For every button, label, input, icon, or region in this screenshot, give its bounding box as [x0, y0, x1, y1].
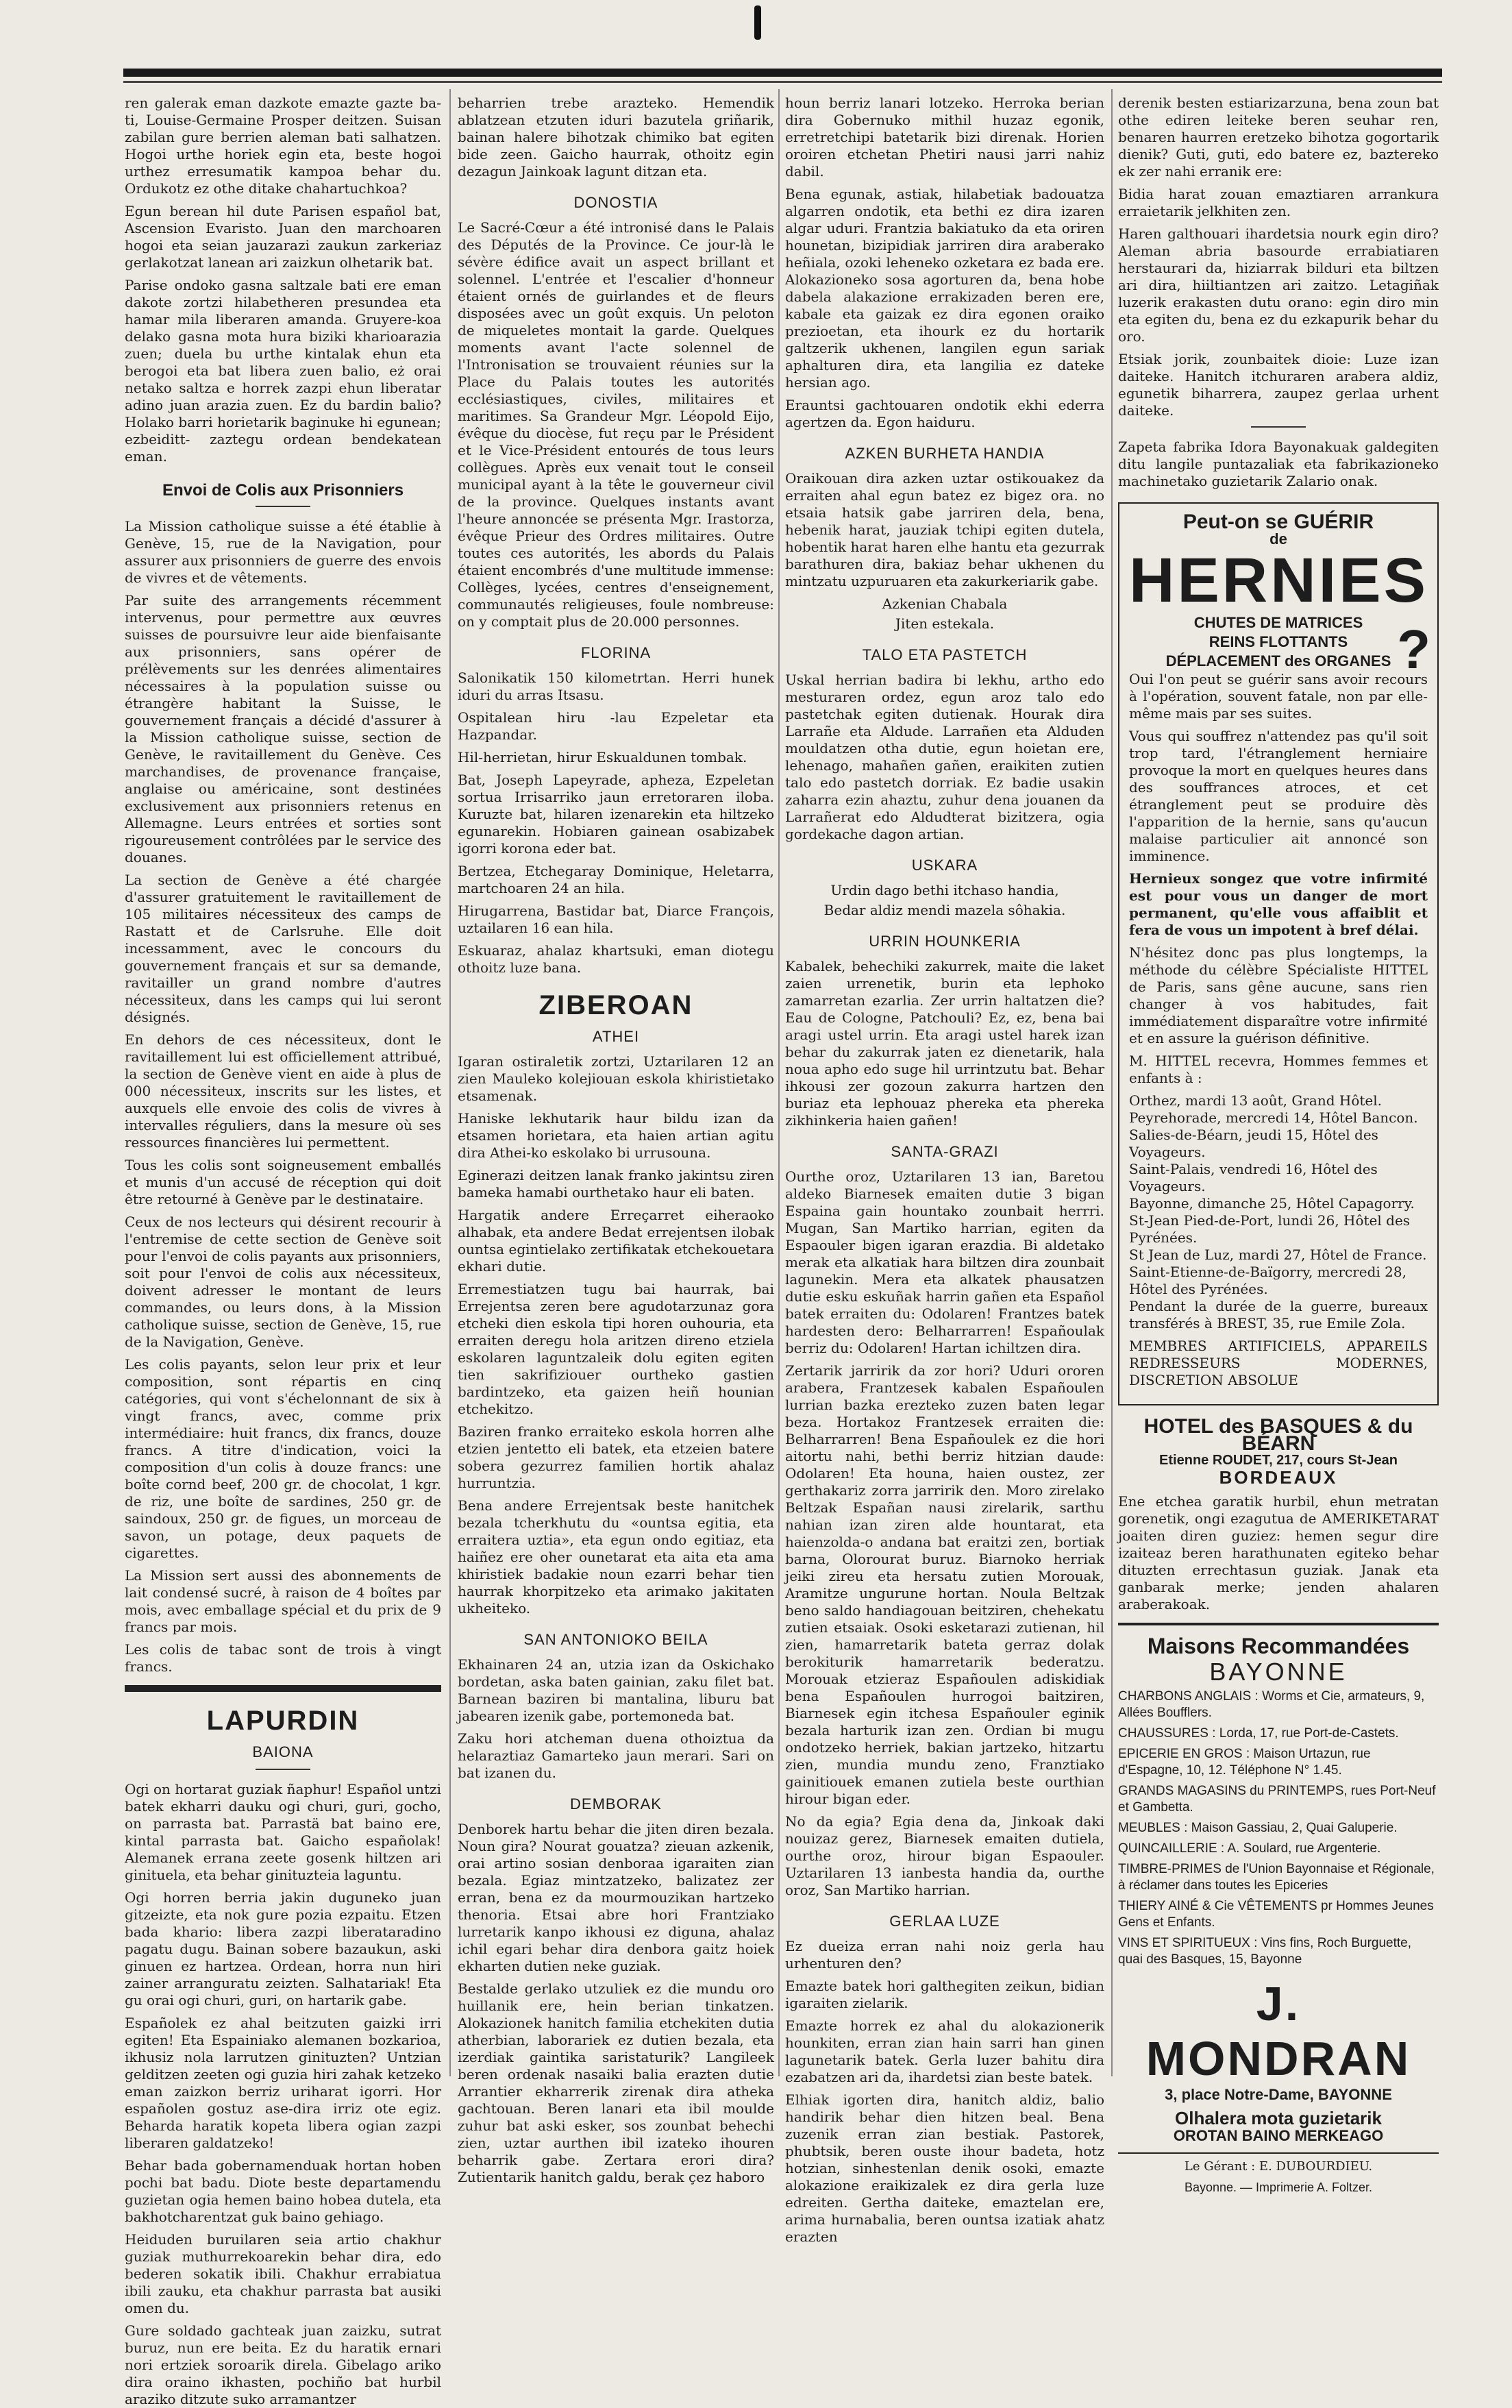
- paragraph: Les colis payants, selon leur prix et leur composition, sont répartis en cinq catégories, qui vont s'échelonnant de six à vingt francs, avec, comme prix intermédiaire: huit francs, dix francs, douze francs. A titre d'indication, voici la composition d'un colis à douze francs: une boîte cornd beef, 200 gr. de chocolat, 1 kgr. de riz, une boîte de sardines, 250 gr. de saindoux, 250 gr. de figues, un morceau de savon, un potage, deux paquets de cigarettes.: [125, 1356, 441, 1561]
- column-separator: [449, 89, 451, 2076]
- ad-subtitle: DÉPLACEMENT des ORGANES: [1165, 652, 1391, 669]
- paragraph: Españolek ez ahal beitzuten gaizki irri egiten! Eta Espainiako alemanen bozkarioa, ikhusiz nola larrutzen ginituzten? Untzian gelditzen zeeten ogi guzia hiri zahak ketzeko eman zaizkon berriz uriharat igorri. Hor españolen gostuz ase-dira irriz ote egiz. Beharda haratik kopeta libera ogian zazpi liberaren galdatzeko!: [125, 2015, 441, 2151]
- paragraph: Bena andere Errejentsak beste hanitchek bezala tcherkhutu du «ountsa egitia, eta erraitera uztia», eta egun ondo egitiaz, eta haiñez ere oher ounetarat eta aita eta ama khiristiek badakie noun ezarri behar tien haurrak khorpitzeko eta arimako jakitaten ukheiteko.: [458, 1497, 774, 1617]
- shop-listing: CHARBONS ANGLAIS : Worms et Cie, armateurs, 9, Allées Boufflers.: [1118, 1689, 1425, 1720]
- hotel-owner: Etienne ROUDET, 217, cours St-Jean: [1159, 1453, 1398, 1468]
- shop-listing: TIMBRE-PRIMES de l'Union Bayonnaise et Régionale, à réclamer dans toutes les Epiceries: [1118, 1862, 1435, 1893]
- paragraph: Ogi on hortarat guziak ñaphur! Español untzi batek ekharri dauku ogi churi, guri, gocho, on parrasta bat. Parrastä bat baino ere, kintal parrasta bat. Gaicho españolak! Alemanek errana zeete gosenk hiltzen ari ginituela, eta behar ginituzteia laguntu.: [125, 1781, 441, 1883]
- paragraph: Bena egunak, astiak, hilabetiak badouatza algarren ondotik, eta bethi ez dira izaren algar uduri. Frantzia bakiatuko da eta oriren hounetan, bizipidiak jarriren dira araberako heñiala, ozoki leheneko ozketara ez bada ere. Alokazioneko sosa agorturen da, bena hobe dabela alakazione errakizaden beren ere, kabale eta gaizak ez dira egonen oraiko prezioetan, eta ihourk ez du hortarik galtzerik ukhenen, langilen egun sariak aphalturen dira, eta langilia ez dateke hersian ago.: [785, 186, 1104, 391]
- subheading-florina: FLORINA: [580, 644, 652, 661]
- hotel-city: BORDEAUX: [1219, 1467, 1338, 1488]
- hernies-advertisement: [1118, 502, 1439, 1405]
- ad-headline: Peut-on se GUÉRIR: [1182, 511, 1374, 533]
- column-separator: [778, 89, 780, 2076]
- ad-subtitle: CHUTES DE MATRICES: [1193, 614, 1363, 631]
- section-rule: [125, 1685, 441, 1692]
- paragraph: Ospitalean hiru -lau Ezpeletar eta Hazpandar.: [458, 709, 774, 743]
- paragraph: La Mission sert aussi des abonnements de lait condensé sucré, à raison de 4 boîtes par mois, avec emballage spécial et du prix de 9 francs par mois.: [125, 1567, 441, 1635]
- ad-paragraph: Hernieux songez que votre infirmité est pour vous un danger de mort permanent, qu'elle vous affaiblit et fera de vous un impotent à bref délai.: [1129, 870, 1428, 938]
- section-rule: [1118, 1623, 1439, 1625]
- paragraph: Bertzea, Etchegaray Dominique, Heletarra, martchoaren 24 an hila.: [458, 863, 774, 896]
- shop-listing: THIERY AINÉ & Cie VÊTEMENTS pr Hommes Jeunes Gens et Enfants.: [1118, 1899, 1434, 1930]
- hotel-title: HOTEL des BASQUES & du BÉARN: [1143, 1415, 1413, 1455]
- signature-line: Jiten estekala.: [895, 615, 995, 632]
- gerant-line: Le Gérant : E. DUBOURDIEU.: [1118, 2152, 1439, 2175]
- paragraph: Ogi horren berria jakin duguneko juan gitzeizte, eta nok gure pozia ezpaitu. Etzen bada khario: libera zazpi liberataradino pagatu dugu. Bainan sobere bazaukun, aski ginuen ez hartzea. Ordean, horra nun hiri zainer arranguratu zeizten. Salhatariak! Eta gu orai ogi churi, guri, on hartarik gabe.: [125, 1889, 441, 2008]
- ad-schedule: Orthez, mardi 13 août, Grand Hôtel.: [1129, 1092, 1382, 1109]
- subheading-athei: ATHEI: [592, 1028, 640, 1045]
- paragraph: Bidia harat zouan emaztiaren arrankura erraietarik jelkhiten zen.: [1118, 186, 1439, 219]
- ad-paragraph: M. HITTEL recevra, Hommes femmes et enfants à :: [1129, 1053, 1428, 1086]
- verse-line: Bedar aldiz mendi mazela sôhakia.: [823, 902, 1066, 918]
- ad-headline-de: de: [1269, 530, 1287, 548]
- paragraph: Hirugarrena, Bastidar bat, Diarce François, uztailaren 16 ean hila.: [458, 902, 774, 936]
- maisons-heading: Maisons Recommandées: [1147, 1634, 1410, 1658]
- ad-subtitle: REINS FLOTTANTS: [1209, 633, 1348, 650]
- ad-paragraph: Pendant la durée de la guerre, bureaux transférés à BREST, 35, rue Emile Zola.: [1129, 1298, 1428, 1331]
- paragraph: Le Sacré-Cœur a été intronisé dans le Palais des Députés de la Province. Ce jour-là le sévère édifice avait un aspect brillant et solennel. L'entrée et l'escalier d'honneur étaient ornés de guirlandes et de fleurs disposées avec un goût exquis. Un peloton de miqueletes montait la garde. Quelques moments avant l'acte solennel de l'Intronisation se trouvaient réunies sur la Place du Palais toutes les autorités ecclésiastiques, civiles, militaires et maritimes. Sa Grandeur Mgr. Léopold Eijo, évêque du diocèse, fut reçu par le Président et le Vice-Président entourés de tous leurs collègues. Après eux venait tout le conseil municipal ayant à la tête le gouverneur civil de la province. Quelques instants avant l'heure annoncée se présenta Mgr. Irastorza, évêque Prieur des Ordres militaires. Outre toutes ces autorités, les abords du Palais étaient encombrés d'une multitude immense: Collèges, lycées, centres d'enseignement, communautés religieuses, foule nombreuse: on y comptait plus de 20.000 personnes.: [458, 219, 774, 630]
- paragraph: Haren galthouari ihardetsia nourk egin diro? Aleman abria basourde errabiatiaren herstaurari da, hiziarrak bilduri eta biltzen ari dira, hiiltiantzen ari zaitzo. Letagiñak luzerik erakasten dutu orano: egin diro min eta egiten du, bena ez du ezkapurik behar du oro.: [1118, 225, 1439, 345]
- paragraph: Heiduden buruilaren seia artio chakhur guziak muthurrekoarekin behar dira, edo bederen sokatik ibili. Chakhur errabiatua ibili zauku, eta chakhur parrasta bat ausiki omen du.: [125, 2231, 441, 2316]
- paragraph: Haniske lekhutarik haur bildu izan da etsamen horietara, eta haien artian agitu dira Athei-ko eskolako bi urrusouna.: [458, 1110, 774, 1161]
- mondran-address: 3, place Notre-Dame, BAYONNE: [1165, 2086, 1392, 2103]
- paragraph: La Mission catholique suisse a été établie à Genève, 15, rue de la Navigation, pour assurer aux prisonniers de guerre des envois de vivres et de vêtements.: [125, 518, 441, 586]
- ad-title-hernies: HERNIES: [1129, 545, 1428, 615]
- shop-listing: QUINCAILLERIE : A. Soulard, rue Argenterie.: [1118, 1841, 1381, 1856]
- paragraph: Ourthe oroz, Uztarilaren 13 ian, Baretou aldeko Biarnesek emaiten dutie 3 bigan Espaina gain hountako zounbait herrri. Mugan, San Martiko harrian, egiten da Espaouler bigen igaran erazdia. Bi aldetako merak eta alkatiak hara biltzen dira zounbait lagunekin. Mera eta alkatek phausatzen dutie esku eskuñak harrin gañen eta Español batek erraiten du: Odolaren! Frantzes batek hardesten dero: Belharrarren! Españoulak berriz du: Odolaren! Hartan ichiltzen dira.: [785, 1168, 1104, 1356]
- subheading-uskara: USKARA: [911, 857, 978, 874]
- paragraph: Par suite des arrangements récemment intervenus, pour permettre aux œuvres suisses de poursuivre leur aide bienfaisante aux prisonniers, sans opérer de prélèvements sur les denrées alimentaires nécessaires à la population suisse ou étrangère habitant la Suisse, le gouvernement français a décidé d'assurer à la Mission catholique suisse, section de Genève, le ravitaillement du Genève. Ces marchandises, de provenance française, anglaise ou américaine, sont destinées exclusivement aux prisonniers retenus en Allemagne. Leurs entrées et sorties sont rigoureusement contrôlées par le service des douanes.: [125, 592, 441, 865]
- olhalera-line: Olhalera mota guzietarik: [1175, 2108, 1382, 2128]
- divider: [256, 1769, 310, 1770]
- paragraph: Zaku hori atcheman duena othoiztua da helaraztiaz Gamarteko jaun merari. Sari on bat izanen du.: [458, 1730, 774, 1781]
- bayonne-heading: BAYONNE: [1209, 1658, 1348, 1686]
- ad-schedule: Saint-Etienne-de-Baïgorry, mercredi 28, Hôtel des Pyrénées.: [1129, 1264, 1406, 1297]
- paragraph: En dehors de ces nécessiteux, dont le ravitaillement lui est officiellement attribué, la section de Genève vient en aide à plus de 000 nécessiteux, inscrits sur les listes, et auxquels elle envoie des colis de vivres à intervalles réguliers, dans la mesure où ses ressources financières lui permettent.: [125, 1031, 441, 1151]
- ad-paragraph: Vous qui souffrez n'attendez pas qu'il soit trop tard, l'étranglement herniaire provoque la mort en quelques heures dans des souffrances atroces, et cet étranglement peut se produire dès l'apparition de la hernie, sans qu'aucun malaise particulier ait annoncé son imminence.: [1129, 728, 1428, 864]
- shop-listing: VINS ET SPIRITUEUX : Vins fins, Roch Burguette, quai des Basques, 15, Bayonne: [1118, 1936, 1412, 1967]
- paragraph: derenik besten estiarizarzuna, bena zoun bat othe ediren leiteke beren seuhar ren, benaren haurren eretzeko bihotza gogortarik dienik? Guti, guti, edo batere ez, baztereko ek zer nahi erranik ere:: [1118, 95, 1439, 180]
- intro-section: [125, 95, 441, 465]
- top-mark: [754, 5, 761, 40]
- paragraph: Emazte batek hori galthegiten zeikun, bidian igaraiten zielarik.: [785, 1978, 1104, 2011]
- paragraph: Emazte horrek ez ahal du alokazionerik hounkiten, erran zian hain sarri han ginen lagunetarik batek. Gerla luzer bahitu dira ezabatzen ari da, ihardetsi zian beste batek.: [785, 2017, 1104, 2085]
- paragraph: Eskuaraz, ahalaz khartsuki, eman diotegu othoitz luze bana.: [458, 942, 774, 976]
- paragraph: Etsiak jorik, zounbaitek dioie: Luze izan daiteke. Hanitch itchuraren arabera aldiz, egunetik biharrera, zaupez gerlaa urhent daiteke.: [1118, 351, 1439, 419]
- column-3: [785, 95, 1104, 2245]
- ad-schedule: Salies-de-Béarn, jeudi 15, Hôtel des Voyageurs.: [1129, 1127, 1378, 1160]
- ad-paragraph: Oui l'on peut se guérir sans avoir recours à l'opération, souvent fatale, non par elle-même mais par ses suites.: [1129, 671, 1428, 722]
- shop-listing: GRANDS MAGASINS du PRINTEMPS, rues Port-Neuf et Gambetta.: [1118, 1784, 1436, 1815]
- paragraph: Erauntsi gachtouaren ondotik ekhi ederra agertzen da. Egon haiduru.: [785, 397, 1104, 430]
- paragraph: Ceux de nos lecteurs qui désirent recourir à l'entremise de cette section de Genève soit pour l'envoi de colis payants aux prisonniers, soit pour l'envoi de colis aux nécessiteux, doivent adresser le montant de leurs commandes, ou leurs dons, à la Mission catholique suisse, section de Genève, 15, rue de la Navigation, Genève.: [125, 1214, 441, 1350]
- hotel-text: Ene etchea garatik hurbil, ehun metratan gorenetik, ongi ezagutua de AMERIKETARAT joaiten diren guziez: hemen segur dire izaiteaz beren harathunaten egiteko behar dituzten errechtasun guziak. Janak eta ganbarak merke; jenden ahalaren araberakoak.: [1118, 1493, 1439, 1612]
- verse-line: Urdin dago bethi itchaso handia,: [830, 882, 1059, 898]
- ad-paragraph: N'hésitez donc pas plus longtemps, la méthode du célèbre Spécialiste HITTEL de Paris, sans gêne aucune, sans rien changer à vos habitudes, fait immédiatement disparaître votre infirmité et en assure la guérison définitive.: [1129, 944, 1428, 1046]
- shop-listing: MEUBLES : Maison Gassiau, 2, Quai Galuperie.: [1118, 1821, 1398, 1835]
- paragraph: Erremestiatzen tugu bai haurrak, bai Errejentsa zeren bere agudotarzunaz gora etcheki dien eskola tipi horen ouhouria, eta erraiten deregu hola aritzen direno etziela eskolaren laguntzaleik dolu egiten egiten tien sakrifiziouer ourtheko gastien bardintzeko, eta gaizen heiñ hounian etchekitzo.: [458, 1281, 774, 1417]
- paragraph: Egun berean hil dute Parisen español bat, Ascension Evaristo. Juan den marchoaren hogoi eta seian jauzarazi zaukun zarkeriaz gerlakotzat lanean ari zaizkun olhetarik bat.: [125, 203, 441, 271]
- ad-schedule: Bayonne, dimanche 25, Hôtel Capagorry.: [1129, 1195, 1415, 1212]
- paragraph: Elhiak igorten dira, hanitch aldiz, balio handirik behar dien hitzen beal. Bena zuzenik erran zian bestiak. Pastorek, phubtsik, beren ouste ihour badeta, hotz hotzian, sinhestenlan denik osoki, emazte alokazione eraikizalek ez dira gerla luze edreiten. Gertha daiteke, emaztelan ere, arima hurnabalia, beren ountsa izatiak ahatz erazten: [785, 2091, 1104, 2245]
- baiona-article: [125, 1781, 441, 2408]
- shop-listing: EPICERIE EN GROS : Maison Urtazun, rue d'Espagne, 10, 12. Téléphone N° 1.45.: [1118, 1747, 1371, 1778]
- paragraph: Hargatik andere Erreçarret eiheraoko alhabak, eta andere Bedat errejentsen ilobak ountsa egintielako zertifikatak etchekouetara ekhari dutie.: [458, 1207, 774, 1275]
- paragraph: Kabalek, behechiki zakurrek, maite die laket zaien urrenetik, burin eta lephoko zamarretan ezarlia. Zer urrin haltatzen die? Eau de Cologne, Patchouli? Ez, ez, bena bai aragi ustel urrin. Eta aragi ustel harek izan behar du zakurrak jaten ez dienetarik, hala noua apho edo suge hil urrintzutu bat. Behar ihkousi zer gozoun zakurra hartzen den buriaz eta lephouaz phereka eta phereka zikhinkeria haien gañen!: [785, 958, 1104, 1129]
- ad-schedule: Peyrehorade, mercredi 14, Hôtel Bancon.: [1129, 1109, 1418, 1126]
- signature-line: Azkenian Chabala: [882, 595, 1008, 612]
- paragraph: Bat, Joseph Lapeyrade, apheza, Ezpeletan sortua Irrisarriko jaun erretoraren iloba. Kuruzte bat, hilaren izenarekin eta hiltzeko egunarekin. Hobiaren gainean osabizabek igorri korona eder bat.: [458, 772, 774, 857]
- subheading-gerlaa: GERLAA LUZE: [889, 1913, 1000, 1930]
- section-heading-ziberoan: ZIBEROAN: [538, 990, 693, 1020]
- paragraph: Les colis de tabac sont de trois à vingt francs.: [125, 1641, 441, 1675]
- paragraph: Bestalde gerlako utzuliek ez die mundu oro huillanik ere, hein berian tinkatzen. Alokazionek hanitch familia etchekiten dutia atherbian, laborariek ez dutien bezala, eta izerdiak gaintika saristaturik? Langileek beren ordenak nasaiki balia erazten dutie Arrantier ekharrerik zirenak dira atheka gachtouan. Beren lanari eta ibil moulde zuhur bat aski esker, sos zounbat behechi zien, uztar aurthen ibil izateko ihouren beharrik gabe. Zertara erori dira? Zutientarik hanitch galdu, berak çez haboro: [458, 1980, 774, 2185]
- paragraph: Igaran ostiraletik zortzi, Uztarilaren 12 an zien Mauleko kolejiouan eskola khiristietako etsamenak.: [458, 1053, 774, 1104]
- column-separator: [1111, 89, 1113, 2076]
- paragraph: houn berriz lanari lotzeko. Herroka berian dira Gobernuko mithil huzaz egonik, erretretchipi batetarik bizi direnak. Horien oroiren etchetan Phetiri nausi jarri nahiz dabil.: [785, 95, 1104, 180]
- subheading-azken: AZKEN BURHETA HANDIA: [845, 445, 1045, 462]
- shop-list: [1118, 1688, 1439, 1968]
- question-mark: ?: [1397, 619, 1430, 680]
- column-2: [458, 95, 774, 2185]
- paragraph: Tous les colis sont soigneusement emballés et munis d'un accusé de réception qui doit être retourné à Genève par le destinataire.: [125, 1157, 441, 1207]
- paragraph: Gure soldado gachteak juan zaizku, sutrat buruz, nun ere beita. Ez du haratik ernari nori ertziek soroarik direla. Gibelago ariko dira oraino ikhasten, pochiño bat hurbil araziko ditzute suko arramantzer: [125, 2322, 441, 2407]
- ad-schedule: St-Jean Pied-de-Port, lundi 26, Hôtel des Pyrénées.: [1129, 1212, 1411, 1246]
- column-1: [125, 95, 441, 2407]
- column-4: [1118, 95, 1439, 2194]
- paragraph: La section de Genève a été chargée d'assurer gratuitement le ravitaillement de 105 militaires nécessiteux des camps de Rastatt et de Carlsruhe. Elle doit incessamment, avec le concours du gouvernement français et sur sa demande, ravitailler un grand nombre d'autres nécessiteux, dans les camps qui lui seront désignés.: [125, 872, 441, 1025]
- envoi-article: [125, 518, 441, 1675]
- paragraph: Eginerazi deitzen lanak franko jakintsu ziren bameka hamabi ourthetako haur eli baten.: [458, 1167, 774, 1201]
- paragraph: Behar bada gobernamenduak hortan hoben pochi bat badu. Diote beste departamendu guzietan ogia hemen baino hobea dutela, eta bakhotcharentzat guk baino gehiago.: [125, 2157, 441, 2225]
- section-heading-lapurdin: LAPURDIN: [206, 1706, 360, 1736]
- paragraph: Salonikatik 150 kilometrtan. Herri hunek iduri du arras Itsasu.: [458, 669, 774, 703]
- ad-schedule: Saint-Palais, vendredi 16, Hôtel des Voyageurs.: [1129, 1161, 1378, 1194]
- paragraph: beharrien trebe arazteko. Hemendik ablatzean etzuten iduri bazutela griñarik, bainan halere bihotzak chimiko bat egiten bide zeen. Gaicho haurrak, othoitz egin dezagun Jainkoak lagunt ditzan eta.: [458, 95, 774, 180]
- subheading-baiona: BAIONA: [252, 1743, 314, 1760]
- divider: [1251, 426, 1306, 428]
- shop-listing: CHAUSSURES : Lorda, 17, rue Port-de-Castets.: [1118, 1726, 1399, 1741]
- paragraph: Ez dueiza erran nahi noiz gerla hau urhenturen den?: [785, 1938, 1104, 1971]
- divider: [256, 506, 310, 507]
- printer-line: Bayonne. — Imprimerie A. Foltzer.: [1184, 2180, 1373, 2194]
- paragraph: Denborek hartu behar die jiten diren bezala. Noun gira? Nourat gouatza? zieuan azkenik, orai artino sosian denboraa igaraiten zian bezala. Egiaz mintzatzeko, balizatez zer erran, bena ez da mourmouzikan hartzeko thenoria. Etsai abre hori Frantziako lurretarik kanpo ikhousi ez diguna, ahalaz ichil egari behar dira denbora gaitz hoiek ekharten dutien neke guziak.: [458, 1821, 774, 1974]
- subheading-santa-grazi: SANTA-GRAZI: [891, 1143, 999, 1160]
- subheading-donostia: DONOSTIA: [573, 194, 658, 211]
- paragraph: Hil-herrietan, hirur Eskualdunen tombak.: [458, 749, 747, 765]
- orotan-line: OROTAN BAINO MERKEAGO: [1173, 2127, 1384, 2144]
- paragraph: No da egia? Egia dena da, Jinkoak daki nouizaz gerez, Biarnesek emaiten dutiela, ourthe oroz, hirour bigan Espaouler. Uztarilaren 13 ianbesta handia da, ourthe oroz, San Martiko harrian.: [785, 1813, 1104, 1898]
- paragraph: Zertarik jarririk da zor hori? Uduri ororen arabera, Frantzesek kabalen Españoulen lurrian bazka erezteko zuzen baten legar beza. Hortakoz Frantzesek erraiten die: Belharrarren! Bena Españoulek ez die hori aitortu nahi, bethi berriz hitzian daude: Odolaren! Eta houna, haien oustez, zer gerthakariz zorra jarririk den. Moro zirelako Beltzak Españan nausi zirelarik, sarthu nahian izan ziren alde hountarat, eta haienzolda-o andana bat eraitzi zen, bortiak barna, Olorourat buruz. Biarnoko herriak jeiki zireu eta hersatu zutien Morouak, Aramitze ungurune hortan. Noula Beltzak beno saldo handiagouan beitziren, chehekatu zutien etsaiak. Osoki esketarazi zutienan, hil zien, hamarretarik bateta gerraz dolak berokiturik hamarretarik bederatzu. Morouak etzieraz Españoulen adiskidiak bena Españoulen hurrogoi baitziren, Biarnesek egin itchesa Españouler eginik bezala harturik izan zen. Ordian bi mugu ondotzeko herriek, bakian jartzeko, hitzartu zien, mundia mundu zeno, Franztiako gainitiouek emanen zutiela beste ourthian hirour bigan eder.: [785, 1362, 1104, 1807]
- subheading-urrin: URRIN HOUNKERIA: [869, 933, 1021, 950]
- top-rule: [123, 69, 1442, 77]
- athei-article: [458, 1053, 774, 1617]
- top-rule-thin: [123, 81, 1442, 83]
- paragraph: Ekhainaren 24 an, utzia izan da Oskichako bordetan, aska baten gainian, zaku filet bat. Barnean baziren bi mantalina, liburu bat jabearen izenik gabe, portemoneda bat.: [458, 1656, 774, 1724]
- florina-article: [458, 669, 774, 976]
- subheading-talo: TALO ETA PASTETCH: [862, 646, 1028, 663]
- paragraph: Oraikouan dira azken uztar ostikouakez da erraiten ahal egun batez ez bigez ora. no etsaia hatsik gabe jarriren dela, bena, hebenik harat, jauziak tchipi egiten dutela, hobentik harat haren elhe hantu eta gezurrak barathuren dira, bakiaz behar ukhenen du mintzatu uzpuruaren eta zakurkeriarik gabe.: [785, 470, 1104, 589]
- envoi-heading: Envoi de Colis aux Prisonniers: [162, 481, 404, 500]
- paragraph: Baziren franko erraiteko eskola horren alhe etzien jentetto eli batek, eta etzeien batere sobera gezurrez familien hortik ahalaz hurruntzia.: [458, 1423, 774, 1491]
- mondran-title: J. MONDRAN: [1145, 1977, 1411, 2085]
- paragraph: Parise ondoko gasna saltzale bati ere eman dakote zortzi hilabetheren presundea eta hamar mila liberaren amanda. Gruyere-koa delako gasna mota hura biziki kharioarazia zuen; duela bu urthe kintalak ehun eta berogoi eta bat libera zuen balio, eż orai netako saltza e horrek zazpi ehun liberatar adino juan arazia zuen. Ez du bardin balio? Holako barri horietarik baginuke hi egunean; ezbeiditt- zaztegu ordean bendekatean eman.: [125, 277, 441, 465]
- ad-schedule: St Jean de Luz, mardi 27, Hôtel de France.: [1129, 1246, 1427, 1263]
- subheading-demborak: DEMBORAK: [570, 1795, 662, 1813]
- zapeta-notice: Zapeta fabrika Idora Bayonakuak galdegiten ditu langile puntazaliak eta fabrikazioneko machinetako guzietarik Zalario onak.: [1118, 439, 1439, 489]
- ad-paragraph: MEMBRES ARTIFICIELS, APPAREILS REDRESSEURS MODERNES, DISCRETION ABSOLUE: [1129, 1338, 1428, 1388]
- paragraph: ren galerak eman dazkote emazte gazte ba-ti, Louise-Germaine Prosper deitzen. Suisan zabilan gure berrien aleman bati salhatzen. Hogoi urthe horiek egin eta, beste hogoi urthez erresumatik kampoa behar du. Ordukotz ez othe ditake chahartuchkoa?: [125, 95, 441, 197]
- subheading-san-antonioko: SAN ANTONIOKO BEILA: [523, 1631, 708, 1648]
- paragraph: Uskal herrian badira bi lekhu, artho edo mesturaren ordez, egun aroz talo edo pastetchak egiten dutienak. Hourak dira Larrañe eta Aldude. Larrañen eta Alduden mouldatzen otha dutie, egun hoietan ere, lehenago, mahañen gañen, eraikiten zutien talo edo pastetch dorriak. Ez badie usakin zaharra ezin ahaztu, zuhur dena jouanen da Larrañerat edo Aldudterat bizitzera, ogia gordekache dagon artian.: [785, 672, 1104, 842]
